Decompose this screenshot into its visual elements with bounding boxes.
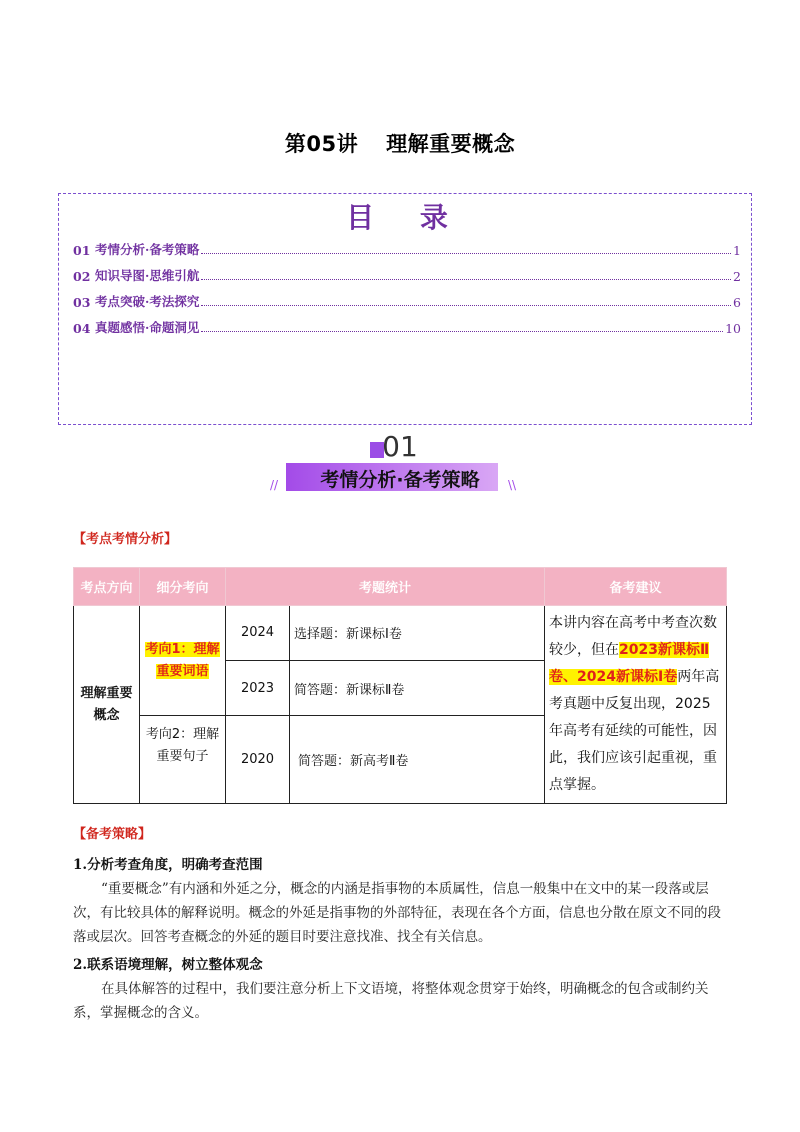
table-header-row — [74, 568, 727, 606]
sub-direction-2-cell: 考向2：理解重要句子 — [140, 716, 226, 804]
header-sub-direction: 细分考向 — [140, 568, 226, 606]
toc-item-page: 1 — [733, 243, 741, 258]
year-cell: 2020 — [226, 716, 290, 804]
toc-item-label: 考点突破·考法探究 — [95, 294, 200, 309]
toc-item-1[interactable] — [73, 240, 741, 258]
toc-leader-dots — [201, 331, 723, 332]
toc-item-3[interactable] — [73, 292, 741, 310]
direction-cell: 理解重要概念 — [74, 606, 140, 804]
advice-highlight: 2023新课标Ⅱ卷、2024新课标Ⅰ卷 — [549, 642, 710, 685]
analysis-heading: 【考点考情分析】 — [73, 532, 178, 547]
advice-text-2: 两年高考真题中反复出现，2025年高考有延续的可能性，因此，我们应该引起重视，重点掌握。 — [549, 669, 720, 793]
section-number: 01 — [382, 430, 418, 463]
question-type-cell: 简答题：新高考Ⅱ卷 — [290, 716, 545, 804]
year-cell: 2024 — [226, 606, 290, 661]
sub-direction-1-cell — [140, 606, 226, 716]
toc-heading: 目 录 — [346, 201, 466, 234]
sub-direction-1: 考向1：理解重要词语 — [145, 641, 220, 679]
toc-item-4[interactable] — [73, 318, 741, 336]
toc-leader-dots — [201, 253, 731, 254]
toc-leader-dots — [201, 279, 731, 280]
table-of-contents — [58, 193, 752, 425]
lecture-topic: 理解重要概念 — [386, 132, 516, 156]
toc-item-page: 2 — [733, 269, 741, 284]
advice-text-1: 本讲内容在高考中考查次数较少，但在 — [549, 615, 718, 658]
question-type-cell: 简答题：新课标Ⅱ卷 — [290, 660, 545, 716]
banner-slash-right: \\ — [508, 478, 517, 492]
lecture-number: 第05讲 — [284, 132, 359, 156]
toc-item-label: 知识导图·思维引航 — [95, 268, 200, 283]
strategy-point-1-title: 1.分析考查角度，明确考查范围 — [73, 857, 263, 873]
toc-item-label: 考情分析·备考策略 — [95, 242, 200, 257]
toc-item-num: 01 — [73, 243, 91, 258]
toc-item-num: 04 — [73, 321, 91, 336]
exam-analysis-table — [73, 567, 727, 804]
toc-item-label: 真题感悟·命题洞见 — [95, 320, 200, 335]
toc-item-num: 02 — [73, 269, 91, 284]
page-title — [0, 128, 800, 158]
strategy-heading: 【备考策略】 — [73, 827, 152, 842]
header-direction: 考点方向 — [74, 568, 140, 606]
question-type-cell: 选择题：新课标Ⅰ卷 — [290, 606, 545, 661]
year-cell: 2023 — [226, 660, 290, 716]
toc-item-2[interactable] — [73, 266, 741, 284]
header-advice: 备考建议 — [545, 568, 727, 606]
strategy-point-2-text: 在具体解答的过程中，我们要注意分析上下文语境，将整体观念贯穿于始终，明确概念的包含或制约关系，掌握概念的含义。 — [73, 981, 709, 1021]
toc-item-num: 03 — [73, 295, 91, 310]
advice-cell — [545, 606, 727, 804]
toc-item-page: 6 — [733, 295, 741, 310]
table-row — [74, 606, 727, 661]
strategy-point-1-text: “重要概念”有内涵和外延之分，概念的内涵是指事物的本质属性，信息一般集中在文中的某一段落或层次，有比较具体的解释说明。概念的外延是指事物的外部特征，表现在各个方面，信息也分散在原文不同的段落或层次。回答考查概念的外延的题目时要注意找准、找全有关信息。 — [73, 881, 721, 945]
banner-slash-left: // — [270, 478, 279, 492]
strategy-point-2-title: 2.联系语境理解，树立整体观念 — [73, 957, 263, 973]
section-title: 考情分析·备考策略 — [320, 469, 480, 491]
toc-item-page: 10 — [725, 321, 741, 336]
toc-leader-dots — [201, 305, 731, 306]
header-statistics: 考题统计 — [226, 568, 545, 606]
